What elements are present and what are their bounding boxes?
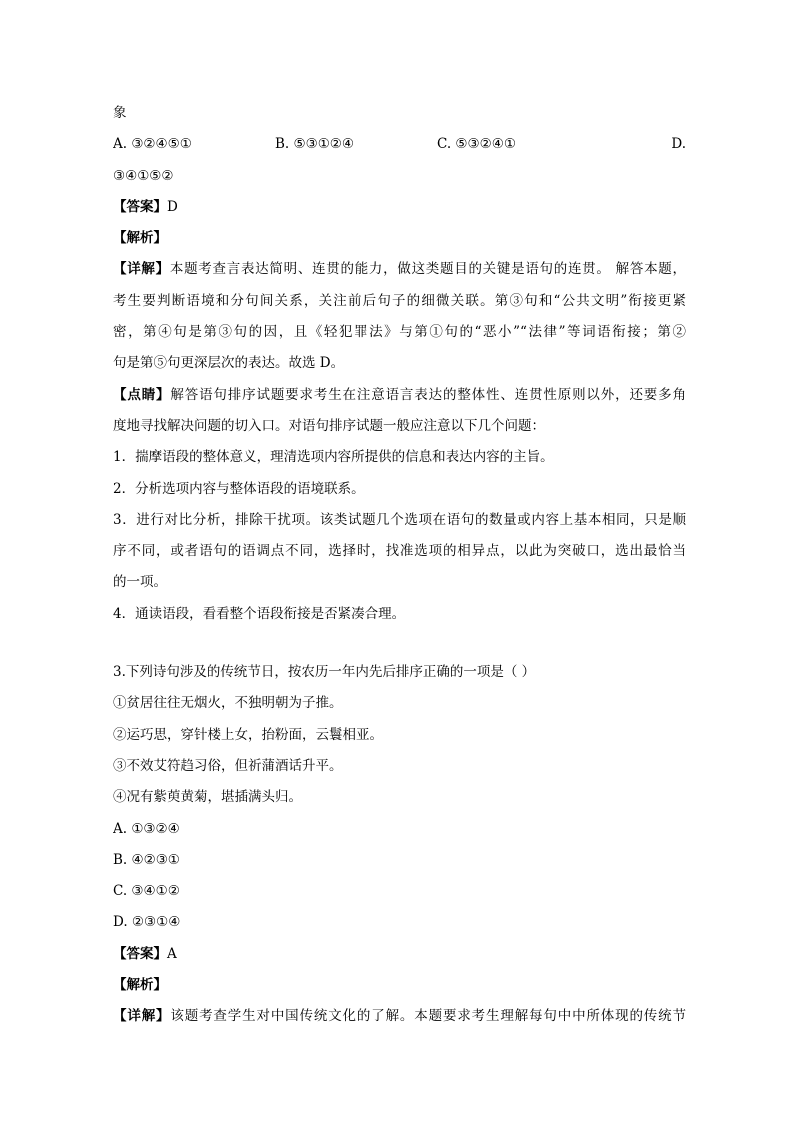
detail-label: 【详解】 (113, 261, 170, 278)
q2-tip-line-2: 度地寻找解决问题的切入口。对语句排序试题一般应注意以下几个问题： (113, 417, 545, 434)
q3-option-c: C. ③④①② (113, 883, 180, 900)
analysis-label: 【解析】 (113, 977, 167, 994)
tip-text: 解答语句排序试题要求考生在注意语言表达的整体性、连贯性原则以外，还要多角 (170, 386, 686, 403)
q2-options-row (113, 131, 686, 162)
q3-stem: 3.下列诗句涉及的传统节日，按农历一年内先后排序正确的一项是（ ） (113, 664, 536, 681)
detail-text: 本题考查言表达简明、连贯的能力，做这类题目的关键是语句的连贯。 解答本题， (169, 261, 686, 278)
q2-tip-point-3: 3．进行对比分析，排除干扰项。该类试题几个选项在语句的数量或内容上基本相同，只是顺 (113, 511, 686, 528)
q2-detail-line-4: 句是第⑤句更深层次的表达。故选 D。 (113, 355, 345, 372)
q3-option-a: A. ①③②④ (113, 820, 180, 837)
q2-tip-point-3-end: 的一项。 (113, 574, 167, 591)
analysis-label: 【解析】 (113, 230, 167, 247)
answer-value: A (167, 945, 177, 962)
q2-option-b: B. ⑤③①②④ (275, 136, 355, 153)
q3-verse-2: ②运巧思，穿针楼上女，抬粉面，云鬟相亚。 (113, 726, 383, 743)
q3-option-d: D. ②③①④ (113, 914, 181, 931)
q2-tip-point-1: 1．揣摩语段的整体意义，理清选项内容所提供的信息和表达内容的主旨。 (113, 449, 554, 466)
answer-value: D (167, 198, 178, 215)
q2-tip-point-3-cont: 序不同，或者语句的语调点不同，选择时，找准选项的相异点，以此为突破口，选出最恰当 (113, 543, 686, 560)
answer-label: 【答案】 (113, 198, 167, 215)
q2-answer (113, 194, 686, 225)
detail-text: 该题考查学生对中国传统文化的了解。本题要求考生理解每句中中所体现的传统节 (170, 1008, 686, 1025)
q3-analysis-label (113, 972, 686, 1003)
section-gap (113, 632, 686, 659)
document-page (113, 100, 686, 1035)
q2-option-d-continued: ③④①⑤② (113, 167, 174, 184)
q2-analysis-label (113, 225, 686, 256)
answer-label: 【答案】 (113, 945, 167, 962)
q3-verse-1: ①贫居往往无烟火，不独明朝为子推。 (113, 695, 343, 712)
q2-tip-point-4: 4．通读语段，看看整个语段衔接是否紧凑合理。 (113, 605, 406, 622)
q2-detail-line-3: 密，第④句是第③句的因，且《轻犯罪法》与第①句的“恶小”“法律”等词语衔接；第② (113, 324, 686, 341)
q3-detail-line-1 (113, 1003, 686, 1034)
q2-option-a: A. ③②④⑤① (113, 136, 192, 153)
q2-detail-line-2: 考生要判断语境和分句间关系，关注前后句子的细微关联。第③句和“公共文明”衔接更紧 (113, 292, 686, 309)
q2-stem-tail: 象 (113, 105, 127, 121)
q2-tip-line-1 (113, 382, 686, 413)
tip-label: 【点睛】 (113, 386, 171, 403)
q3-verse-4: ④况有紫萸黄菊，堪插满头归。 (113, 789, 302, 806)
q2-tip-point-2: 2．分析选项内容与整体语段的语境联系。 (113, 480, 365, 497)
q3-verse-3: ③不效艾符趋习俗，但祈蒲酒话升平。 (113, 757, 343, 774)
q2-option-d: D. (671, 136, 686, 153)
q3-answer (113, 941, 686, 972)
q2-detail-line-1 (113, 256, 686, 287)
q2-option-c: C. ⑤③②④① (437, 136, 516, 153)
detail-label: 【详解】 (113, 1008, 171, 1025)
q3-option-b: B. ④②③① (113, 851, 180, 868)
